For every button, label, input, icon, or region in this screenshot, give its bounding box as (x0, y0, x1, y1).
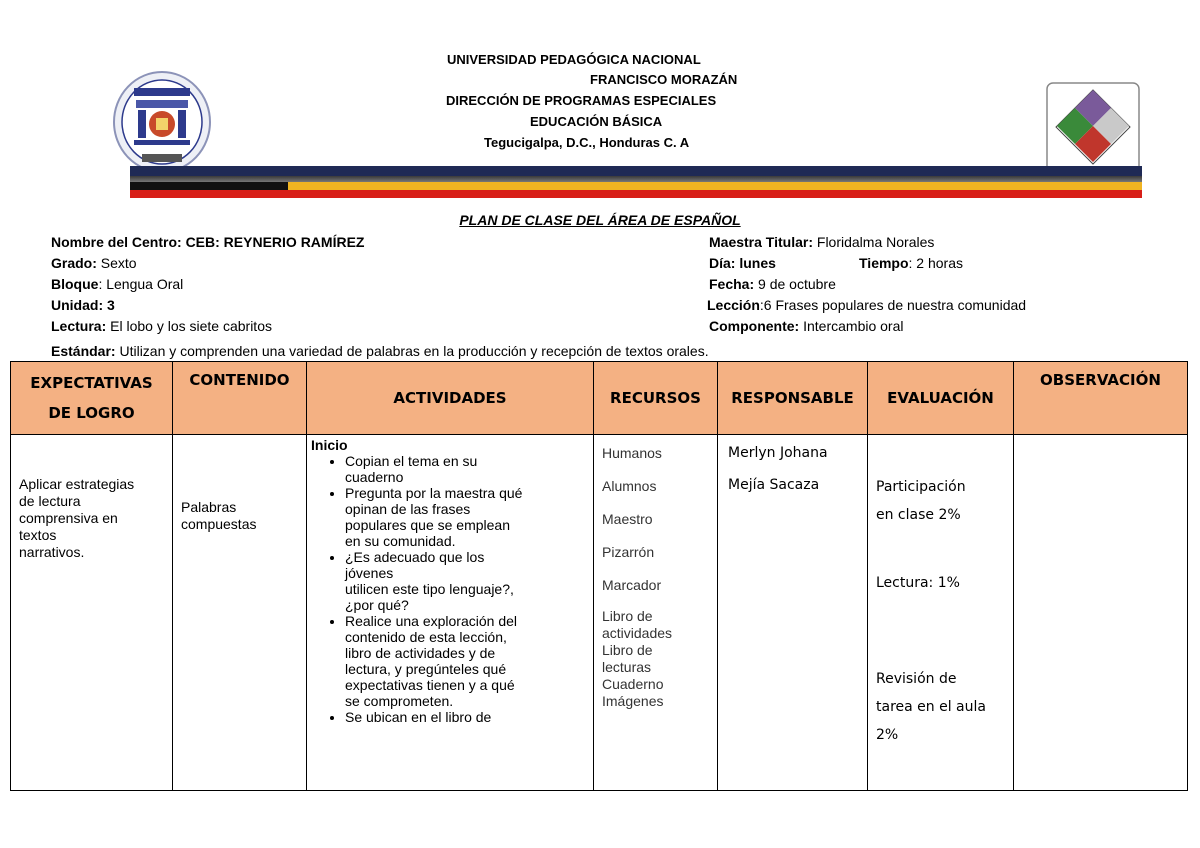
header-francisco-morazan: FRANCISCO MORAZÁN (590, 72, 738, 87)
info-grado: Grado: Sexto (51, 255, 137, 271)
cell-contenido: Palabras compuestas (173, 435, 307, 791)
table-header-row (11, 362, 1188, 435)
university-seal-logo (112, 70, 212, 174)
info-bloque: Bloque: Lengua Oral (51, 276, 184, 292)
header-bar-gold (288, 182, 1142, 190)
list-item: • Copian el tema en su cuaderno (345, 453, 593, 485)
col-contenido: CONTENIDO (173, 362, 307, 435)
header-bar-red (130, 190, 1142, 198)
info-dia: Día: lunes (709, 255, 776, 271)
info-tiempo: Tiempo: 2 horas (859, 255, 964, 271)
header-bar-black (130, 182, 288, 190)
cell-observacion (1014, 435, 1188, 791)
plan-title: PLAN DE CLASE DEL ÁREA DE ESPAÑOL (459, 212, 741, 228)
info-estandar: Estándar: Utilizan y comprenden una variedad de palabras en la producción y recepción de textos orales. (51, 343, 709, 359)
cell-actividades (307, 435, 594, 791)
col-recursos: RECURSOS (594, 362, 718, 435)
list-item: • Pregunta por la maestra qué opinan de las frases populares que se emplean en su comunidad. (345, 485, 593, 549)
header-bar-navy (130, 166, 1142, 176)
info-fecha: Fecha: 9 de octubre (709, 276, 836, 292)
cell-recursos: Humanos Alumnos Maestro Pizarrón Marcador Libro de actividades Libro de lecturas Cuaderno Imágenes (594, 435, 718, 791)
header-location: Tegucigalpa, D.C., Honduras C. A (484, 135, 690, 150)
cell-expectativa: Aplicar estrategias de lectura comprensiva en textos narrativos. (11, 435, 173, 791)
table-row (11, 435, 1188, 791)
info-maestra: Maestra Titular: Floridalma Norales (709, 234, 935, 250)
list-item: • Realice una exploración del contenido de esta lección, libro de actividades y de lectura, y pregúnteles qué expectativas tienen y a qué se comprometen. (345, 613, 593, 709)
list-item: • ¿Es adecuado que los jóvenes utilicen este tipo lenguaje?, ¿por qué? (345, 549, 593, 613)
list-item: • Se ubican en el libro de (345, 709, 593, 725)
actividades-list (311, 453, 593, 725)
header-direccion: DIRECCIÓN DE PROGRAMAS ESPECIALES (446, 93, 717, 108)
col-actividades: ACTIVIDADES (307, 362, 594, 435)
cell-responsable: Merlyn Johana Mejía Sacaza (718, 435, 868, 791)
plan-table (10, 361, 1188, 791)
actividades-inicio-label: Inicio (311, 437, 348, 453)
info-componente: Componente: Intercambio oral (709, 318, 904, 334)
col-responsable: RESPONSABLE (718, 362, 868, 435)
header-educacion-basica: EDUCACIÓN BÁSICA (530, 114, 663, 129)
info-leccion: Lección:6 Frases populares de nuestra comunidad (707, 297, 1027, 313)
info-centro: Nombre del Centro: CEB: REYNERIO RAMÍREZ (51, 234, 365, 250)
cell-evaluacion: Participación en clase 2% Lectura: 1% Revisión de tarea en el aula 2% (868, 435, 1014, 791)
info-lectura: Lectura: El lobo y los siete cabritos (51, 318, 272, 334)
header-university: UNIVERSIDAD PEDAGÓGICA NACIONAL (447, 52, 701, 67)
col-evaluacion: EVALUACIÓN (868, 362, 1014, 435)
col-expectativas: EXPECTATIVAS DE LOGRO (11, 362, 173, 435)
info-unidad: Unidad: 3 (51, 297, 115, 313)
col-observacion: OBSERVACIÓN (1014, 362, 1188, 435)
